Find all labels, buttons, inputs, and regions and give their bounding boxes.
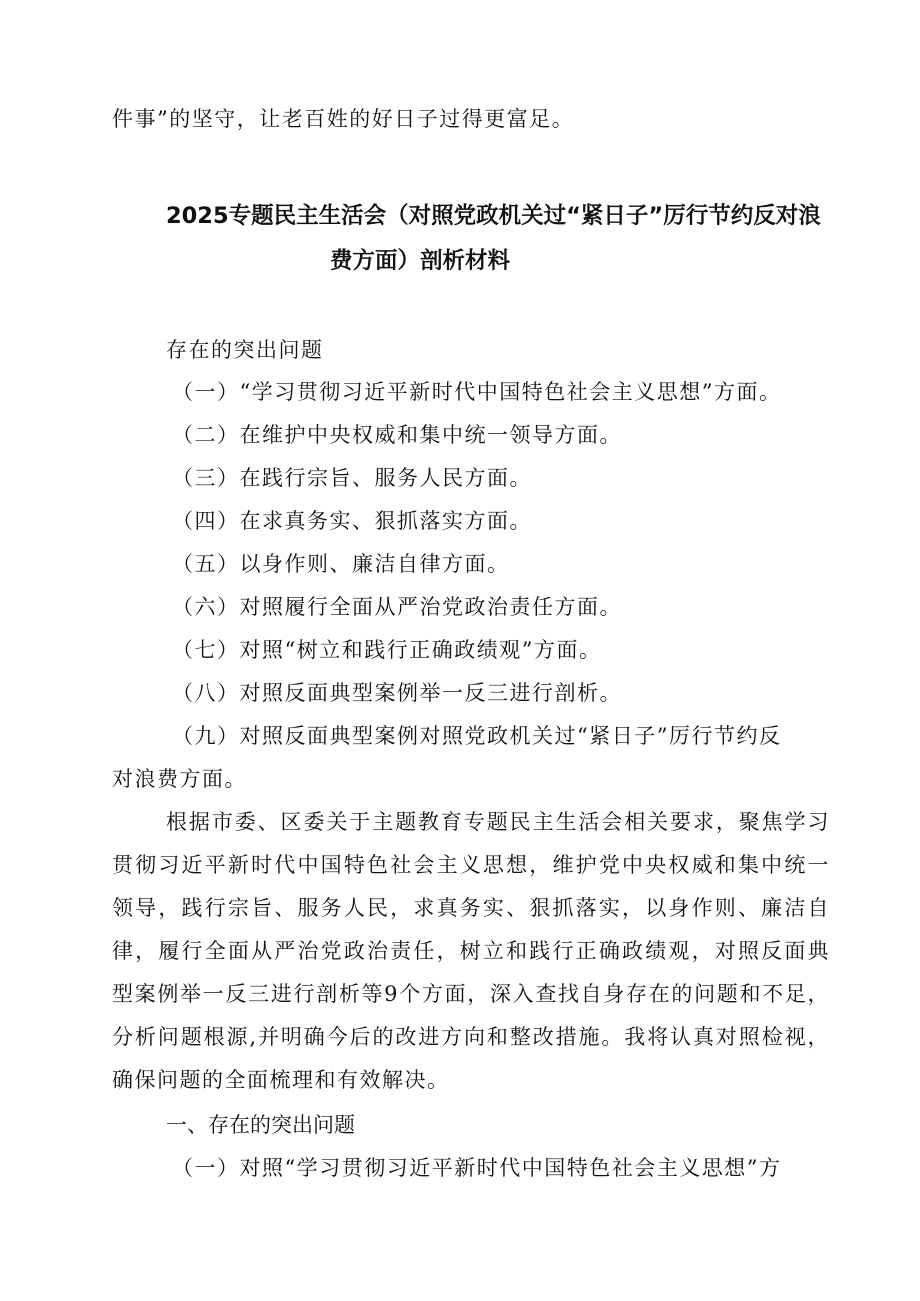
- list-item: （八）对照反面典型案例举一反三进行剖析。: [172, 681, 622, 705]
- paragraph-line: 贯彻习近平新时代中国特色社会主义思想，维护党中央权威和集中统一: [112, 853, 830, 877]
- list-item-continuation: 对浪费方面。: [112, 767, 247, 791]
- paragraph-line: （一）对照“学习贯彻习近平新时代中国特色社会主义思想”方: [172, 1156, 782, 1180]
- list-item: （二）在维护中央权威和集中统一领导方面。: [172, 423, 622, 447]
- list-item: （九）对照反面典型案例对照党政机关过“紧日子”厉行节约反: [172, 724, 782, 748]
- section-label: 存在的突出问题: [166, 338, 324, 362]
- paragraph-line: 领导，践行宗旨、服务人民，求真务实、狠抓落实，以身作则、廉洁自: [112, 896, 830, 920]
- paragraph-line: 律，履行全面从严治党政治责任，树立和践行正确政绩观，对照反面典: [112, 939, 830, 963]
- document-title-line-2: 费方面）剖析材料: [330, 248, 511, 274]
- paragraph-line: 型案例举一反三进行剖析等9个方面，深入查找自身存在的问题和不足，: [112, 982, 830, 1006]
- paragraph-line: 确保问题的全面梳理和有效解决。: [112, 1068, 450, 1092]
- list-item: （一）“学习贯彻习近平新时代中国特色社会主义思想”方面。: [172, 380, 782, 404]
- document-title-line-1: 2025专题民主生活会（对照党政机关过“紧日子”厉行节约反对浪: [166, 203, 821, 229]
- continuation-text: 件事”的坚守，让老百姓的好日子过得更富足。: [112, 107, 575, 131]
- section-heading: 一、存在的突出问题: [166, 1113, 355, 1137]
- list-item: （五）以身作则、廉洁自律方面。: [172, 552, 510, 576]
- list-item: （七）对照“树立和践行正确政绩观”方面。: [172, 638, 602, 662]
- list-item: （三）在践行宗旨、服务人民方面。: [172, 466, 532, 490]
- list-item: （六）对照履行全面从严治党政治责任方面。: [172, 595, 622, 619]
- paragraph-line: 根据市委、区委关于主题教育专题民主生活会相关要求，聚焦学习: [166, 810, 830, 834]
- paragraph-line: 分析问题根源,并明确今后的改进方向和整改措施。我将认真对照检视，: [112, 1025, 830, 1049]
- list-item: （四）在求真务实、狠抓落实方面。: [172, 509, 532, 533]
